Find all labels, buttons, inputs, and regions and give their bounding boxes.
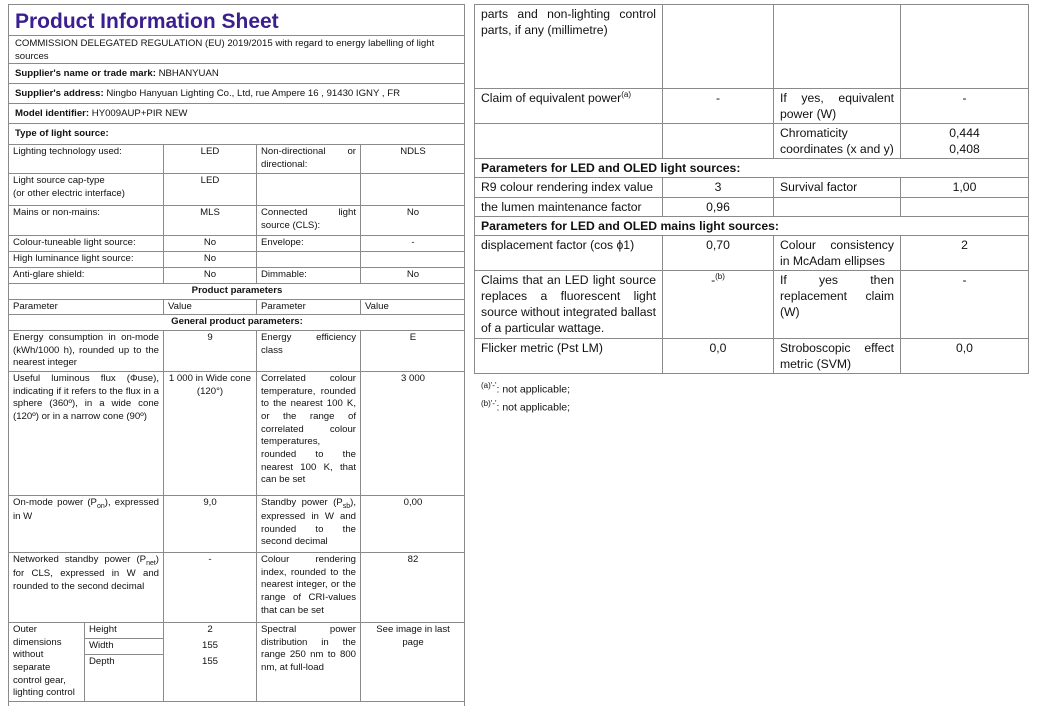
displacement-factor-value: 0,70 bbox=[663, 235, 774, 270]
supplier-address-value: Ningbo Hanyuan Lighting Co., Ltd, rue Ampere 16 , 91430 IGNY , FR bbox=[106, 88, 401, 99]
type-row bbox=[9, 174, 466, 206]
survival-factor-value: 1,00 bbox=[901, 178, 1029, 197]
lumen-maintenance-label: the lumen maintenance factor bbox=[475, 197, 663, 216]
parameter-row bbox=[9, 552, 466, 622]
footnote-b: $^{(b)'-'}$: not applicable; bbox=[481, 398, 571, 414]
supplier-name-value: NBHANYUAN bbox=[158, 68, 219, 79]
type-label: Mains or non-mains: bbox=[9, 206, 164, 236]
equivalent-power-watt-label: If yes, equivalent power (W) bbox=[774, 89, 901, 124]
fluorescent-claim-value: -$^{(b)}$ bbox=[663, 270, 774, 338]
chromaticity-values bbox=[901, 124, 1029, 159]
type-label: High luminance light source: bbox=[9, 252, 164, 268]
width-value: 155 bbox=[201, 639, 218, 651]
type-label: Connected light source (CLS): bbox=[257, 206, 361, 236]
type-label: Lighting technology used: bbox=[9, 145, 164, 174]
flicker-metric-value: 0,0 bbox=[663, 338, 774, 373]
r9-value: 3 bbox=[663, 178, 774, 197]
type-label: Envelope: bbox=[257, 236, 361, 252]
flicker-metric-label: Flicker metric (Pst LM) bbox=[475, 338, 663, 373]
parameter-row bbox=[475, 178, 1029, 197]
column-header: Value bbox=[164, 299, 257, 315]
type-row bbox=[9, 206, 466, 236]
networked-standby-power-value: - bbox=[164, 552, 257, 622]
parameter-row bbox=[475, 124, 1029, 159]
height-label: Height bbox=[85, 623, 163, 639]
supplier-name-row bbox=[9, 64, 464, 84]
parameter-row bbox=[9, 330, 466, 371]
colour-rendering-index-label: Colour rendering index, rounded to the nearest integer, or the range of CRI-values that can be set bbox=[257, 552, 361, 622]
equivalent-power-watt-value: - bbox=[901, 89, 1029, 124]
column-header: Parameter bbox=[9, 299, 164, 315]
type-label: Colour-tuneable light source: bbox=[9, 236, 164, 252]
chromaticity-x: 0,444 bbox=[949, 126, 980, 141]
type-label: Non-directional or directional: bbox=[257, 145, 361, 174]
mains-parameters-heading: Parameters for LED and OLED mains light sources: bbox=[475, 216, 1029, 235]
equivalent-power-label: Claim of equivalent power$^{(a)}$ bbox=[475, 89, 663, 124]
outer-dimensions-cell bbox=[9, 622, 164, 701]
product-parameters-heading: Product parameters bbox=[9, 284, 466, 300]
luminous-flux-label: Useful luminous flux (Φuse), indicating if it refers to the flux in a sphere (360º), in a wide cone (120º) or in a narrow cone (90º) bbox=[9, 371, 164, 495]
type-row bbox=[9, 252, 466, 268]
equivalent-power-value: - bbox=[663, 89, 774, 124]
survival-factor-label: Survival factor bbox=[774, 178, 901, 197]
type-row bbox=[9, 236, 466, 252]
parameter-row bbox=[475, 89, 1029, 124]
parameter-row bbox=[9, 622, 466, 701]
parameter-row bbox=[475, 5, 1029, 89]
type-value: MLS bbox=[164, 206, 257, 236]
height-value: 2 bbox=[207, 623, 213, 635]
parameter-row bbox=[475, 270, 1029, 338]
energy-consumption-value: 9 bbox=[164, 330, 257, 371]
parameter-row bbox=[475, 197, 1029, 216]
energy-consumption-label: Energy consumption in on-mode (kWh/1000 h), rounded up to the nearest integer bbox=[9, 330, 164, 371]
spectral-distribution-label: Spectral power distribution in the range 250 nm to 800 nm, at full-load bbox=[257, 622, 361, 701]
outer-dimensions-label: Outer dimensions without separate control gear, lighting control bbox=[9, 623, 85, 701]
type-label bbox=[257, 252, 361, 268]
right-parameters-table bbox=[474, 4, 1029, 374]
type-value: - bbox=[361, 236, 466, 252]
footnotes bbox=[481, 380, 570, 416]
standby-power-label: Standby power $(P_{sb})$, expressed in W and rounded to the second decimal bbox=[257, 495, 361, 552]
parameter-row bbox=[9, 371, 466, 495]
r9-label: R9 colour rendering index value bbox=[475, 178, 663, 197]
type-label: Anti-glare shield: bbox=[9, 268, 164, 284]
type-value bbox=[361, 252, 466, 268]
displacement-factor-label: displacement factor (cos ϕ1) bbox=[475, 235, 663, 270]
on-mode-power-value: 9,0 bbox=[164, 495, 257, 552]
colour-consistency-label: Colour consistency in McAdam ellipses bbox=[774, 235, 901, 270]
parameter-header-row bbox=[9, 299, 466, 315]
chromaticity-label: Chromaticity coordinates (x and y) bbox=[774, 124, 901, 159]
model-identifier-row bbox=[9, 104, 464, 124]
type-value bbox=[361, 174, 466, 206]
standby-power-value: 0,00 bbox=[361, 495, 466, 552]
stroboscopic-metric-value: 0,0 bbox=[901, 338, 1029, 373]
sheet-title: Product Information Sheet bbox=[9, 4, 464, 36]
type-label: Dimmable: bbox=[257, 268, 361, 284]
model-identifier-label: Model identifier: bbox=[15, 108, 90, 119]
chromaticity-y: 0,408 bbox=[949, 142, 980, 157]
type-value: No bbox=[164, 236, 257, 252]
lumen-maintenance-value: 0,96 bbox=[663, 197, 774, 216]
type-value: LED bbox=[164, 145, 257, 174]
luminous-flux-value: 1 000 in Wide cone (120°) bbox=[164, 371, 257, 495]
outer-dimensions-values bbox=[164, 622, 257, 701]
type-row bbox=[9, 268, 466, 284]
left-sheet-panel bbox=[8, 4, 465, 706]
energy-class-label: Energy efficiency class bbox=[257, 330, 361, 371]
column-header: Value bbox=[361, 299, 466, 315]
supplier-address-row bbox=[9, 84, 464, 104]
led-parameters-heading: Parameters for LED and OLED light sources: bbox=[475, 159, 1029, 178]
type-heading: Type of light source: bbox=[15, 128, 109, 139]
colour-temperature-value: 3 000 bbox=[361, 371, 466, 495]
parameter-row bbox=[475, 338, 1029, 373]
supplier-name-label: Supplier's name or trade mark: bbox=[15, 68, 156, 79]
type-value: NDLS bbox=[361, 145, 466, 174]
type-value: No bbox=[361, 268, 466, 284]
type-label: Light source cap-type (or other electric interface) bbox=[9, 174, 164, 206]
type-value: No bbox=[361, 206, 466, 236]
outer-dimensions-continued: parts and non-lighting control parts, if any (millimetre) bbox=[475, 5, 663, 89]
networked-standby-power-label: Networked standby power $(P_{net})$ for CLS, expressed in W and rounded to the second decimal bbox=[9, 552, 164, 622]
type-value: No bbox=[164, 252, 257, 268]
stroboscopic-metric-label: Stroboscopic effect metric (SVM) bbox=[774, 338, 901, 373]
type-row bbox=[9, 145, 466, 174]
replacement-claim-value: - bbox=[901, 270, 1029, 338]
on-mode-power-label: On-mode power $(P_{on})$, expressed in W bbox=[9, 495, 164, 552]
spectral-distribution-value: See image in last page bbox=[361, 622, 466, 701]
colour-consistency-value: 2 bbox=[901, 235, 1029, 270]
depth-value: 155 bbox=[201, 655, 218, 667]
type-value: No bbox=[164, 268, 257, 284]
type-label bbox=[257, 174, 361, 206]
supplier-address-label: Supplier's address: bbox=[15, 88, 104, 99]
energy-class-value: E bbox=[361, 330, 466, 371]
general-parameters-heading: General product parameters: bbox=[9, 315, 466, 331]
replacement-claim-label: If yes then replacement claim (W) bbox=[774, 270, 901, 338]
colour-rendering-index-value: 82 bbox=[361, 552, 466, 622]
footnote-a: $^{(a)'-'}$: not applicable; bbox=[481, 381, 571, 396]
regulation-text: COMMISSION DELEGATED REGULATION (EU) 2019/2015 with regard to energy labelling of light sources bbox=[9, 36, 464, 64]
column-header: Parameter bbox=[257, 299, 361, 315]
product-parameters-table bbox=[8, 144, 465, 702]
model-identifier-value: HY009AUP+PIR NEW bbox=[91, 108, 188, 119]
parameter-row bbox=[475, 235, 1029, 270]
fluorescent-claim-label: Claims that an LED light source replaces a fluorescent light source without integrated ballast of a particular wattage. bbox=[475, 270, 663, 338]
parameter-row bbox=[9, 495, 466, 552]
type-value: LED bbox=[164, 174, 257, 206]
colour-temperature-label: Correlated colour temperature, rounded to the nearest 100 K, or the range of correlated colour temperatures, rounded to the nearest 100 K, that can be set bbox=[257, 371, 361, 495]
width-label: Width bbox=[85, 639, 163, 655]
depth-label: Depth bbox=[89, 655, 115, 667]
